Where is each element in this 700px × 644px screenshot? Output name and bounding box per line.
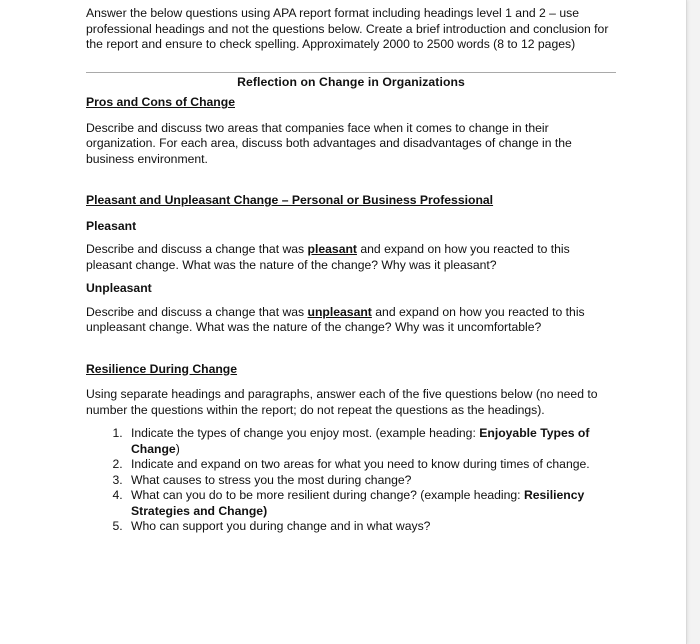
question-1-after: ) [175,441,180,456]
list-item: 5. Who can support you during change and in what ways? [126,519,616,535]
pleasant-text-before: Describe and discuss a change that was [86,242,308,256]
list-item [126,426,616,457]
heading-resilience: Resilience During Change [86,361,238,376]
pleasant-paragraph [86,242,616,273]
unpleasant-text-after: and expand on how you reacted to this unpleasant change. What was the nature of the change? Why was it uncomfortable? [86,304,585,334]
heading-pros-cons: Pros and Cons of Change [86,95,235,109]
subheading-pleasant: Pleasant [86,218,137,233]
resilience-intro: Using separate headings and paragraphs, answer each of the five questions below (no need to number the questions within the report; do not repeat the questions as the headings). [86,387,598,417]
assignment-instructions: Answer the below questions using APA report format including headings level 1 and 2 – use professional headings and not the questions below. Create a brief introduction and conclusion for the report and ensure to check spelling. Approximately 2000 to 2500 words (8 to 12 pages) [86,6,609,51]
unpleasant-paragraph [86,305,616,336]
pleasant-text-after: and expand on how you reacted to this pleasant change. What was the nature of the change? Why was it pleasant? [86,242,570,272]
question-4-example-heading: Resiliency Strategies and Change) [131,488,585,518]
pros-cons-paragraph: Describe and discuss two areas that companies face when it comes to change in their organization. For each area, discuss both advantages and disadvantages of change in the business environment. [86,120,572,166]
question-4-before: What can you do to be more resilient during change? (example heading: [131,488,524,502]
list-item: 3. What causes to stress you the most during change? [126,473,616,489]
unpleasant-emphasis: unpleasant [307,304,372,319]
question-1-example-heading: Enjoyable Types of Change [131,426,590,456]
document-title: Reflection on Change in Organizations [237,74,465,89]
heading-pleasant-unpleasant: Pleasant and Unpleasant Change – Personal or Business Professional [86,193,494,207]
document-content [86,6,616,535]
list-item [126,488,616,519]
pleasant-emphasis: pleasant [307,242,357,256]
resilience-question-list [106,426,616,535]
subheading-unpleasant: Unpleasant [86,281,152,295]
list-item: 2. Indicate and expand on two areas for what you need to know during times of change. [126,457,616,473]
question-1-before: Indicate the types of change you enjoy most. (example heading: [131,426,480,440]
unpleasant-text-before: Describe and discuss a change that was [86,304,308,319]
